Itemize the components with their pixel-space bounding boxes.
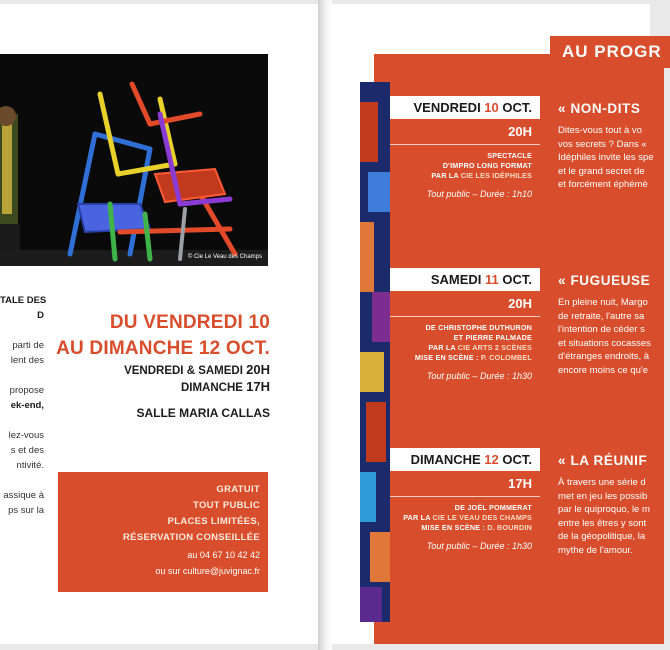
- times-sunday-day: DIMANCHE: [180, 382, 243, 394]
- info-email: ou sur culture@juvignac.fr: [155, 566, 260, 576]
- event-credit: MISE EN SCÈNE : P. COLOMBEL: [414, 353, 532, 362]
- abstract-painting-strip: [360, 82, 390, 622]
- times-weekday-days: VENDREDI & SAMEDI: [124, 365, 243, 377]
- info-limited: PLACES LIMITÉES,: [167, 516, 260, 527]
- summary-line: de la géopolitique, la: [558, 531, 646, 542]
- event-date: [390, 268, 540, 291]
- event-time: 17H: [508, 476, 532, 491]
- show-title: « NON-DITS: [558, 101, 641, 116]
- summary-line: et forcément éphémè: [558, 179, 648, 190]
- event-credit: MISE EN SCÈNE : D. BOURDIN: [421, 523, 532, 532]
- event-credit: ET PIERRE PALMADE: [453, 333, 532, 342]
- event-audience: Tout public – Durée : 1h10: [426, 189, 532, 199]
- summary-line: d'étranges endroits, à: [558, 351, 650, 362]
- divider: [390, 144, 540, 145]
- times-sunday: [56, 379, 270, 396]
- body-text-line: s et des: [10, 445, 44, 456]
- body-text-line: assique à: [3, 490, 44, 501]
- summary-line: mythe de l'amour.: [558, 544, 633, 556]
- event-weekday: SAMEDI: [430, 272, 486, 287]
- event-credit: DE JOËL POMMERAT: [454, 503, 532, 512]
- summary-line: encore moins ce qu'e: [558, 364, 649, 376]
- body-text-line: TALE DES: [0, 295, 47, 306]
- body-text-line: parti de: [12, 340, 44, 351]
- body-text-line: D: [37, 310, 44, 321]
- event-audience: Tout public – Durée : 1h30: [426, 541, 532, 551]
- event-credit: SPECTACLE: [487, 151, 532, 160]
- body-text-line: ek-end,: [10, 400, 44, 411]
- programme-tab: AU PROGR: [550, 36, 670, 68]
- event-weekday: DIMANCHE: [410, 452, 485, 467]
- stage-photo: [0, 54, 268, 266]
- times-weekday-hour: 20H: [246, 362, 270, 377]
- event-credit: PAR LA CIE LES IDÉPHILES: [431, 171, 532, 180]
- page-gutter: [318, 0, 332, 650]
- event-credit: DE CHRISTOPHE DUTHURON: [425, 323, 532, 332]
- event-month: OCT.: [498, 100, 532, 115]
- body-text-line: ntivité.: [16, 460, 44, 471]
- chairs-sculpture-image: [0, 54, 268, 266]
- date-line-1: DU VENDREDI 10: [109, 312, 270, 333]
- show-description: [558, 452, 668, 557]
- divider: [390, 316, 540, 317]
- show-description: [558, 272, 668, 377]
- photo-credit: © Cie Le Veau des Champs: [187, 254, 262, 260]
- event-weekday: VENDREDI: [413, 100, 485, 115]
- times-sunday-hour: 17H: [246, 379, 270, 394]
- event-credit: PAR LA CIE ARTS 2 SCÈNES: [428, 343, 532, 352]
- show-summary: [558, 124, 668, 192]
- info-booking: RÉSERVATION CONSEILLÉE: [123, 532, 260, 543]
- times-weekday: [56, 362, 270, 379]
- divider: [390, 496, 540, 497]
- summary-line: À travers une série d: [558, 477, 646, 488]
- show-title: « LA RÉUNIF: [558, 453, 648, 468]
- body-text-line: propose: [9, 385, 44, 396]
- event-date: [390, 96, 540, 119]
- left-page: [0, 4, 322, 644]
- venue: SALLE MARIA CALLAS: [136, 406, 270, 420]
- info-audience: TOUT PUBLIC: [193, 500, 260, 511]
- event-card: [390, 96, 540, 200]
- event-date: [390, 448, 540, 471]
- event-time: 20H: [508, 124, 532, 139]
- body-text-line: lent des: [10, 355, 44, 366]
- event-day-number: 11: [485, 272, 499, 287]
- summary-line: met en jeu les possib: [558, 490, 648, 502]
- body-text-line: ps sur la: [8, 505, 44, 516]
- info-free: GRATUIT: [216, 484, 260, 495]
- show-summary: [558, 476, 668, 557]
- summary-line: et situations cocasses: [558, 337, 651, 349]
- event-audience: Tout public – Durée : 1h30: [426, 371, 532, 381]
- summary-line: Dites-vous tout à vo: [558, 125, 642, 136]
- summary-line: Idéphiles invite les spe: [558, 152, 654, 163]
- dates-block: [56, 310, 270, 420]
- summary-line: vos secrets ? Dans «: [558, 138, 647, 150]
- date-line-2: AU DIMANCHE 12 OCT.: [56, 338, 270, 359]
- show-description: [558, 100, 668, 192]
- show-title: « FUGUEUSE: [558, 273, 651, 288]
- event-credit: D'IMPRO LONG FORMAT: [442, 161, 532, 170]
- event-card: [390, 448, 540, 552]
- info-box: [58, 472, 268, 592]
- event-time: 20H: [508, 296, 532, 311]
- summary-line: l'intention de céder s: [558, 324, 645, 335]
- info-phone: au 04 67 10 42 42: [187, 550, 260, 560]
- body-text-line: lez-vous: [8, 430, 44, 441]
- right-page: [328, 4, 662, 644]
- event-card: [390, 268, 540, 382]
- event-credit: PAR LA CIE LE VEAU DES CHAMPS: [403, 513, 532, 522]
- event-day-number: 10: [484, 100, 499, 115]
- summary-line: En pleine nuit, Margo: [558, 297, 648, 308]
- summary-line: entre les êtres y sont: [558, 517, 647, 529]
- summary-line: par le quiproquo, le m: [558, 504, 650, 515]
- summary-line: de retraite, l'autre sa: [558, 310, 645, 322]
- event-month: OCT.: [498, 272, 532, 287]
- event-day-number: 12: [484, 452, 499, 467]
- summary-line: et le grand secret de: [558, 165, 645, 177]
- show-summary: [558, 296, 668, 377]
- event-month: OCT.: [498, 452, 532, 467]
